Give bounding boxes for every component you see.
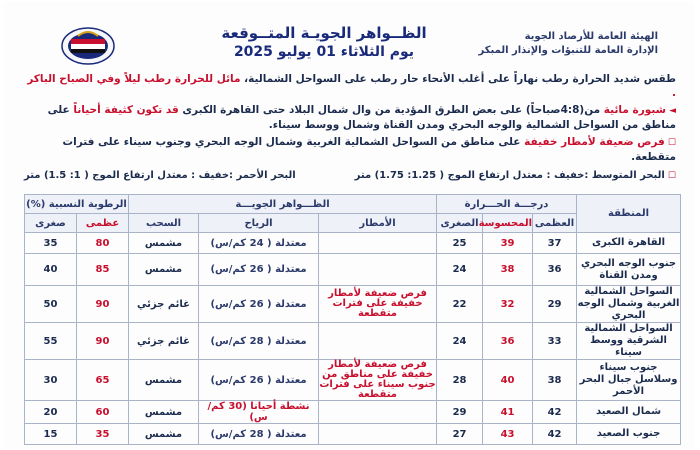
col-max: العظمى [533,214,577,233]
table-row [25,233,681,254]
forecast-notes [24,72,676,167]
table-row [25,286,681,323]
temp-felt: 38 [483,254,533,286]
note-heat [24,72,676,100]
rain [319,233,437,254]
note-fog-text: من(4:8صباحاً) على بعض الطرق المؤدية من وال شمال البلاد حتى القاهرة الكبرى [178,104,604,116]
temp-min: 27 [437,424,483,445]
humidity-min: 15 [25,424,77,445]
rain: فرص ضعيفة لأمطار خفيفة على فترات متقطعة [319,286,437,323]
wind: معتدلة ( 26 كم/س) [199,360,319,401]
table-row [25,254,681,286]
region-name: شمال الصعيد [577,401,681,424]
temp-felt: 39 [483,233,533,254]
clouds: مشمس [129,254,199,286]
humidity-min: 55 [25,323,77,360]
temp-min: 24 [437,254,483,286]
humidity-max: 65 [77,360,129,401]
temp-felt: 41 [483,401,533,424]
agency-name [479,30,659,58]
humidity-min: 50 [25,286,77,323]
temp-max: 42 [533,424,577,445]
forecast-table [24,194,681,445]
forecast-sheet [4,2,694,448]
humidity-min: 40 [25,254,77,286]
rain [319,254,437,286]
note-fog-label: شبورة مائية [603,104,666,116]
wind: معتدلة ( 26 كم/س) [199,254,319,286]
header [4,2,694,70]
temp-max: 37 [533,233,577,254]
note-fog [24,103,676,132]
wind: نشطة أحيانا (30 كم/س) [199,401,319,424]
rain [319,323,437,360]
checkbox-bullet-icon: ☐ [664,171,676,181]
temp-felt: 32 [483,286,533,323]
bullet-icon: ◄ [665,106,676,116]
note-rain [24,135,676,164]
wind: معتدلة ( 24 كم/س) [199,233,319,254]
agency-line-1: الهيئة العامة للأرصاد الجوية [524,31,658,42]
table-row [25,424,681,445]
col-humidity-min: صغرى [25,214,77,233]
region-name: جنوب سيناء وسلاسل جبال البحر الأحمر [577,360,681,401]
note-rain-text: على مناطق من السواحل الشمالية الغربية وشمال الوجه البحري وجنوب سيناء على فترات متقطعة. [62,136,676,163]
clouds: مشمس [129,233,199,254]
col-weather: الظـــواهر الجويـــة [129,195,437,214]
temp-min: 25 [437,233,483,254]
col-humidity-max: عظمى [77,214,129,233]
table-row [25,401,681,424]
region-name: القاهرة الكبرى [577,233,681,254]
col-temperature: درجـــة الحـــرارة [437,195,577,214]
clouds: غائم جزئي [129,286,199,323]
sea-state [24,170,676,181]
table-row [25,360,681,401]
temp-max: 29 [533,286,577,323]
col-wind: الرياح [199,214,319,233]
temp-max: 38 [533,360,577,401]
humidity-max: 90 [77,286,129,323]
temp-max: 33 [533,323,577,360]
checkbox-bullet-icon: ☐ [664,138,676,148]
clouds: مشمس [129,360,199,401]
sea-mediterranean: ☐ البحر المتوسط :خفيف : معتدل ارتفاع الموج ( 1.25: 1.75) متر [354,170,676,181]
rain: فرص ضعيفة لأمطار خفيفة على مناطق من جنوب سيناء على فترات متقطعة [319,359,436,400]
temp-min: 28 [437,360,483,401]
region-name: السواحل الشمالية الشرقية ووسط سيناء [577,323,681,360]
clouds: مشمس [129,401,199,424]
col-min: الصغرى [437,214,483,233]
temp-max: 42 [533,401,577,424]
note-fog-areas: على مناطق من السواحل الشمالية والوجه البحري ومدن القناة وشمال ووسط سيناء. [47,104,676,131]
temp-max: 36 [533,254,577,286]
humidity-max: 85 [77,254,129,286]
temp-min: 22 [437,286,483,323]
temp-min: 24 [437,323,483,360]
temp-felt: 43 [483,424,533,445]
humidity-min: 35 [25,233,77,254]
humidity-max: 35 [77,424,129,445]
agency-line-2: الإدارة العامة للتنبؤات والإنذار المبكر [478,45,658,56]
note-heat-night: مائل للحرارة رطب ليلاً وفي الصباح الباكر . [27,73,676,99]
rain [319,424,437,445]
rain [319,401,437,424]
region-name: جنوب الصعيد [577,424,681,445]
col-felt: المحسوسة [483,214,533,233]
humidity-min: 30 [25,360,77,401]
humidity-max: 60 [77,401,129,424]
wind: معتدلة ( 28 كم/س) [199,323,319,360]
temp-min: 29 [437,401,483,424]
humidity-min: 20 [25,401,77,424]
humidity-max: 90 [77,323,129,360]
temp-felt: 36 [483,323,533,360]
humidity-max: 80 [77,233,129,254]
note-heat-text: طقس شديد الحرارة رطب نهاراً على أغلب الأنحاء حار رطب على السواحل الشمالية، [240,73,676,85]
sea-red: البحر الأحمر :خفيف : معتدل ارتفاع الموج ( 1: 1.5) متر [24,170,296,181]
col-rain: الأمطار [319,214,437,233]
clouds: غائم جزئي [129,323,199,360]
region-name: السواحل الشمالية الغربية وشمال الوجه البحري [577,286,680,321]
col-humidity: الرطوبة النسبية (%) [25,195,129,214]
col-region: المنطقة [577,195,681,233]
wind: معتدلة ( 28 كم/س) [199,424,319,445]
table-row [25,323,681,360]
col-clouds: السحب [129,214,199,233]
ema-logo-icon [60,24,116,66]
region-name: جنوب الوجه البحري ومدن القناة [577,254,681,286]
note-rain-label: فرص ضعيفة لأمطار خفيفة [524,136,665,148]
wind: معتدلة ( 26 كم/س) [199,286,319,323]
note-fog-dense: قد تكون كثيفة أحياناً [73,104,179,116]
forecast-date: يوم الثلاثاء 01 يوليو 2025 [233,44,415,60]
temp-felt: 40 [483,360,533,401]
page-title: الظــواهر الجويـة المتــوقعة [221,24,427,42]
clouds: مشمس [129,424,199,445]
